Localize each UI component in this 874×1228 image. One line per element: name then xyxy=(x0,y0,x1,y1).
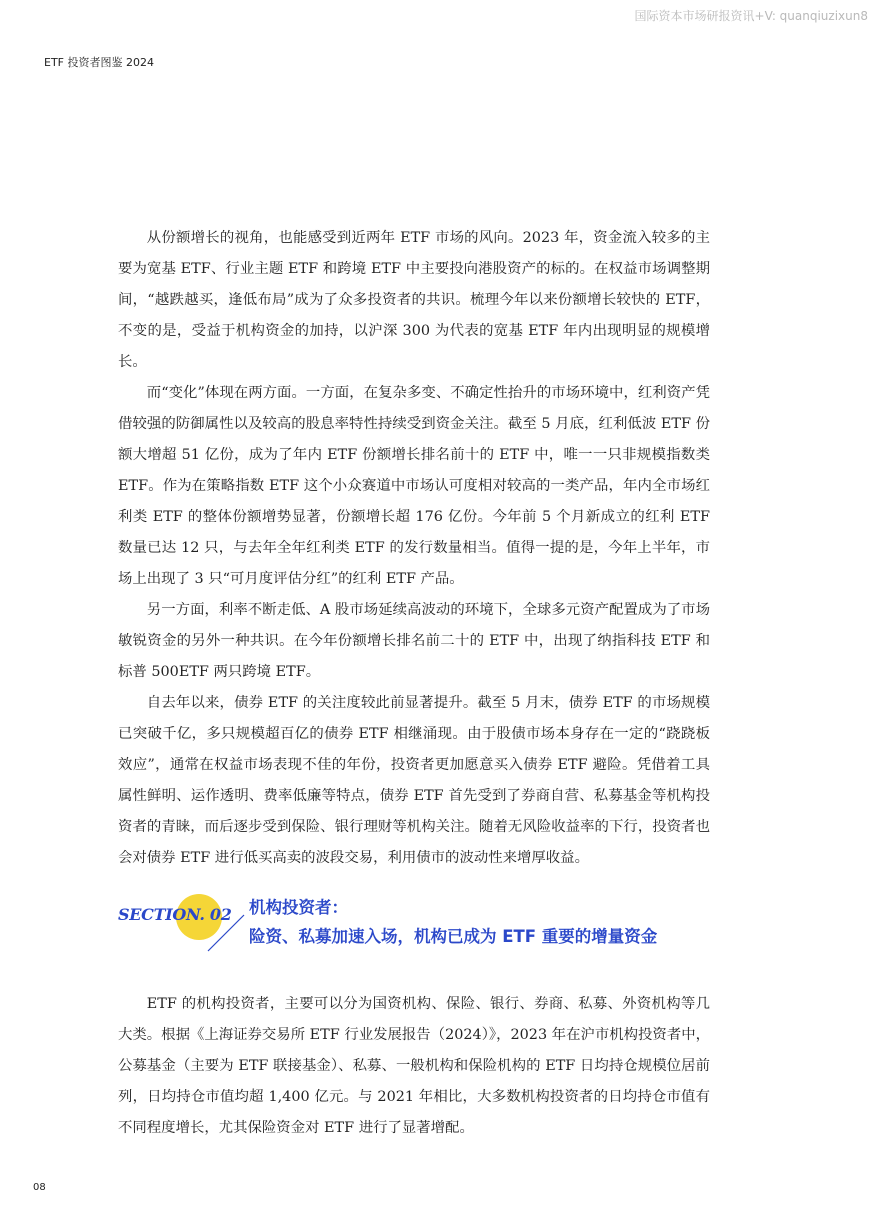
section-title-line-1: 机构投资者： xyxy=(249,898,348,917)
section-label: SECTION. 02 xyxy=(118,905,232,924)
body-text-block-1 xyxy=(118,223,710,874)
paragraph: ETF 的机构投资者，主要可以分为国资机构、保险、银行、券商、私募、外资机构等几大类。根据《上海证券交易所 ETF 行业发展报告（2024）》，2023 年在沪市机构投资者中，公募基金（主要为 ETF 联接基金）、私募、一般机构和保险机构的 ETF 日均持仓规模位居前列，日均持仓市值均超 1,400 亿元。与 2021 年相比，大多数机构投资者的日均持仓市值有不同程度增长，尤其保险资金对 ETF 进行了显著增配。 xyxy=(118,996,710,1136)
body-text-block-2 xyxy=(118,989,710,1144)
paragraph: 另一方面，利率不断走低、A 股市场延续高波动的环境下，全球多元资产配置成为了市场敏锐资金的另外一种共识。在今年份额增长排名前二十的 ETF 中，出现了纳指科技 ETF 和标普 500ETF 两只跨境 ETF。 xyxy=(118,602,710,680)
paragraph: 而“变化”体现在两方面。一方面，在复杂多变、不确定性抬升的市场环境中，红利资产凭借较强的防御属性以及较高的股息率特性持续受到资金关注。截至 5 月底，红利低波 ETF 份额大增超 51 亿份，成为了年内 ETF 份额增长排名前十的 ETF 中，唯一一只非规模指数类 ETF。作为在策略指数 ETF 这个小众赛道中市场认可度相对较高的一类产品，年内全市场红利类 ETF 的整体份额增势显著，份额增长超 176 亿份。今年前 5 个月新成立的红利 ETF 数量已达 12 只，与去年全年红利类 ETF 的发行数量相当。值得一提的是，今年上半年，市场上出现了 3 只“可月度评估分红”的红利 ETF 产品。 xyxy=(118,385,710,587)
paragraph: 从份额增长的视角，也能感受到近两年 ETF 市场的风向。2023 年，资金流入较多的主要为宽基 ETF、行业主题 ETF 和跨境 ETF 中主要投向港股资产的标的。在权益市场调整期间，“越跌越买，逢低布局”成为了众多投资者的共识。梳理今年以来份额增长较快的 ETF，不变的是，受益于机构资金的加持，以沪深 300 为代表的宽基 ETF 年内出现明显的规模增长。 xyxy=(118,230,710,370)
section-title-line-2: 险资、私募加速入场，机构已成为 ETF 重要的增量资金 xyxy=(249,927,658,946)
paragraph: 自去年以来，债券 ETF 的关注度较此前显著提升。截至 5 月末，债券 ETF 的市场规模已突破千亿，多只规模超百亿的债券 ETF 相继涌现。由于股债市场本身存在一定的“跷跷板效应”，通常在权益市场表现不佳的年份，投资者更加愿意买入债券 ETF 避险。凭借着工具属性鲜明、运作透明、费率低廉等特点，债券 ETF 首先受到了券商自营、私募基金等机构投资者的青睐，而后逐步受到保险、银行理财等机构关注。随着无风险收益率的下行，投资者也会对债券 ETF 进行低买高卖的波段交易，利用债市的波动性来增厚收益。 xyxy=(118,695,710,866)
watermark-text: 国际资本市场研报资讯+V: quanqiuzixun8 xyxy=(634,9,868,23)
running-head: ETF 投资者图鉴 2024 xyxy=(44,56,154,69)
section-heading xyxy=(118,889,718,959)
page-number: 08 xyxy=(33,1182,46,1193)
slash-decoration xyxy=(206,913,246,953)
